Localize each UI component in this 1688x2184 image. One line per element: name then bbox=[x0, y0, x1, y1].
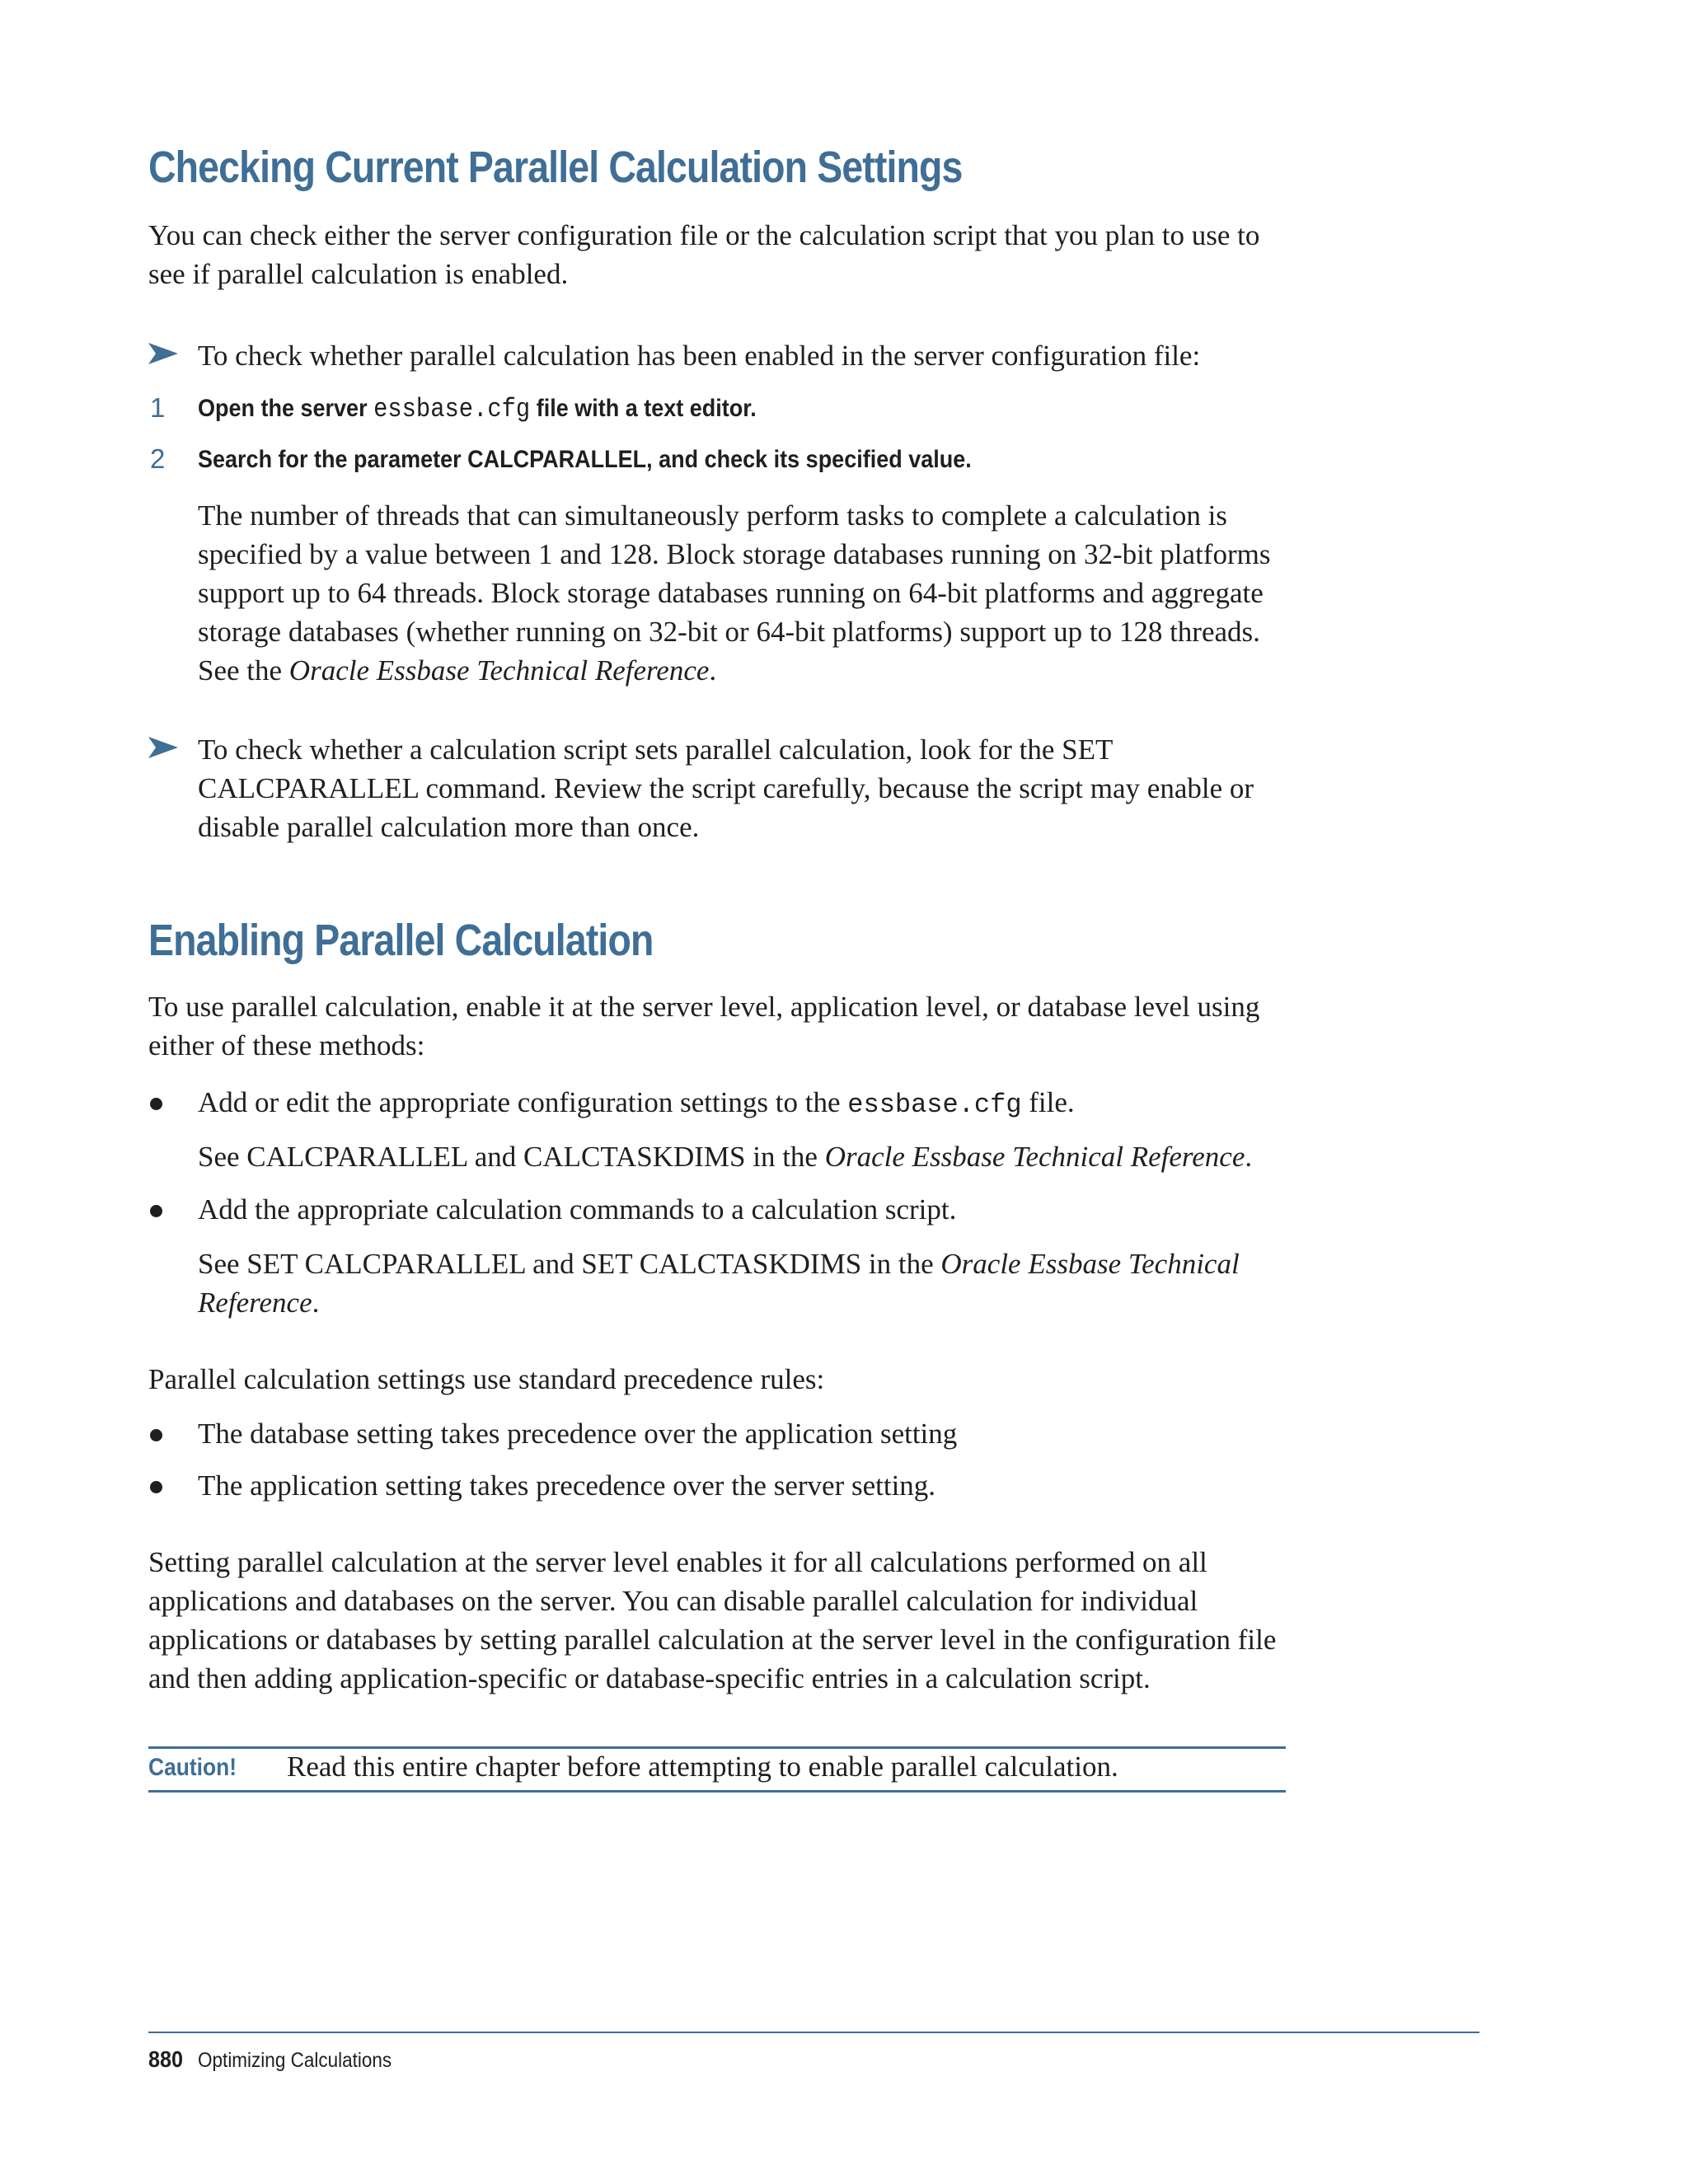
chapter-title: Optimizing Calculations bbox=[198, 2049, 392, 2072]
bullet-icon bbox=[150, 1429, 162, 1441]
paragraph-precedence-intro: Parallel calculation settings use standard precedence rules: bbox=[148, 1363, 825, 1395]
step-2-text: Search for the parameter CALCPARALLEL, and check its specified value. bbox=[198, 446, 972, 473]
paragraph-intro-enabling: To use parallel calculation, enable it at the server level, application level, or database level using either of these methods: bbox=[148, 991, 1260, 1062]
task-check-config-file: To check whether parallel calculation has been enabled in the server configuration file: bbox=[198, 340, 1201, 372]
task-check-calc-script: To check whether a calculation script sets parallel calculation, look for the SET CALCPARALLEL command. Review the script carefully, because the script may enable or disable parallel calculation more than once. bbox=[198, 733, 1254, 843]
reference-title: Oracle Essbase Technical Reference bbox=[288, 654, 710, 687]
step-2-description: The number of threads that can simultaneously perform tasks to complete a calculation is specified by a value between 1 and 128. Block storage databases running on 32-bit platforms support up to 64 threads. Block storage databases running on 64-bit platforms and aggregate storage databases (whether running on 32-bit or 64-bit platforms) support up to 128 threads. See the Oracle Essbase Technical Reference. bbox=[198, 499, 1271, 687]
bullet-icon bbox=[150, 1205, 162, 1217]
task-arrow-icon bbox=[148, 735, 180, 760]
caution-text: Read this entire chapter before attempting to enable parallel calculation. bbox=[287, 1750, 1118, 1783]
bullet-calc-commands: Add the appropriate calculation commands to a calculation script. bbox=[198, 1193, 957, 1226]
precedence-rule-database: The database setting takes precedence over the application setting bbox=[198, 1418, 958, 1450]
paragraph-intro-checking: You can check either the server configuration file or the calculation script that you plan to use to see if parallel calculation is enabled. bbox=[148, 219, 1260, 290]
step-number-2: 2 bbox=[150, 443, 166, 474]
step-number-1: 1 bbox=[150, 392, 166, 423]
task-arrow-icon bbox=[148, 341, 180, 366]
step-1-text: Open the server essbase.cfg file with a text editor. bbox=[198, 394, 757, 424]
section-heading-enabling: Enabling Parallel Calculation bbox=[148, 916, 654, 965]
bullet-config-note: See CALCPARALLEL and CALCTASKDIMS in the Oracle Essbase Technical Reference. bbox=[198, 1141, 1253, 1173]
caution-note bbox=[148, 1746, 1286, 1793]
code-essbase-cfg: essbase.cfg bbox=[847, 1090, 1022, 1120]
bullet-icon bbox=[150, 1481, 162, 1493]
precedence-rule-application: The application setting takes precedence over the server setting. bbox=[198, 1469, 936, 1502]
paragraph-closing: Setting parallel calculation at the server level enables it for all calculations performed on all applications and databases on the server. You can disable parallel calculation for individual applications or databases by setting parallel calculation at the server level in the configuration file and then adding application-specific or database-specific entries in a calculation script. bbox=[148, 1546, 1277, 1694]
reference-title: Oracle Essbase Technical Reference bbox=[198, 1248, 1240, 1319]
reference-title: Oracle Essbase Technical Reference bbox=[824, 1141, 1245, 1173]
bullet-calc-commands-note: See SET CALCPARALLEL and SET CALCTASKDIMS in the Oracle Essbase Technical Reference. bbox=[198, 1248, 1240, 1319]
bullet-config-settings: Add or edit the appropriate configuration settings to the essbase.cfg file. bbox=[198, 1086, 1075, 1120]
bullet-icon bbox=[150, 1098, 162, 1110]
caution-label: Caution! bbox=[148, 1754, 237, 1781]
page-number: 880 bbox=[148, 2046, 184, 2072]
section-heading-checking: Checking Current Parallel Calculation Settings bbox=[148, 143, 963, 192]
footer-divider bbox=[148, 2032, 1479, 2033]
code-essbase-cfg: essbase.cfg bbox=[373, 394, 531, 424]
page-footer bbox=[148, 2046, 392, 2073]
